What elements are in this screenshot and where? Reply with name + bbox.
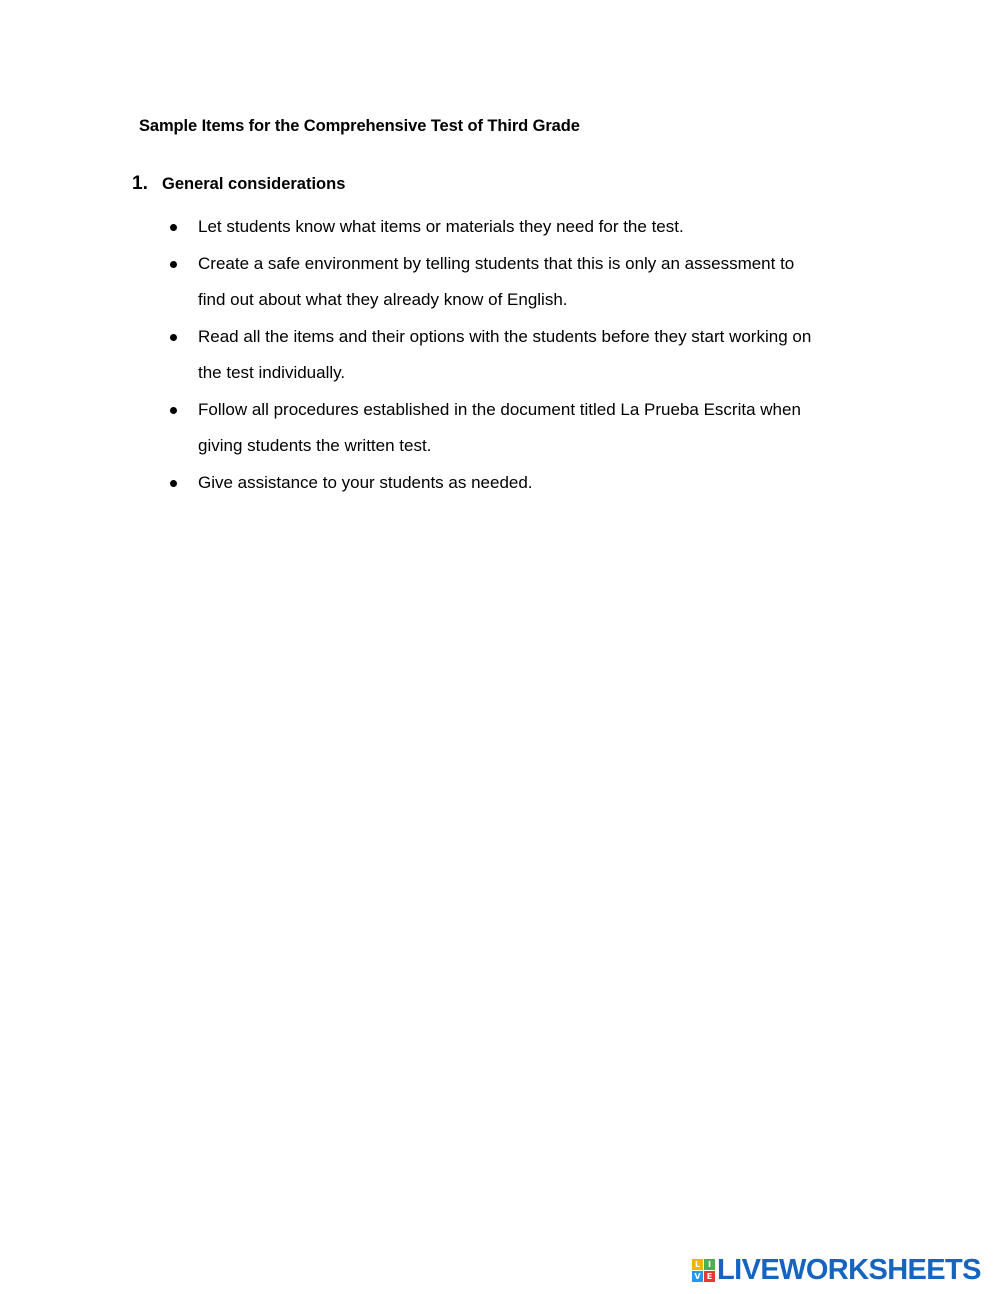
- logo-text: LIVEWORKSHEETS: [717, 1253, 981, 1286]
- bullet-icon: [170, 480, 177, 487]
- list-item-line: Let students know what items or materials they need for the test.: [198, 217, 684, 236]
- bullet-icon: [170, 224, 177, 231]
- document-title: Sample Items for the Comprehensive Test of Third Grade: [139, 117, 580, 135]
- list-item: [168, 465, 868, 502]
- section-heading: [132, 173, 345, 195]
- section-number: 1.: [132, 173, 148, 194]
- list-item-line: Read all the items and their options with the students before they start working on: [198, 326, 812, 346]
- logo-blocks-icon: [692, 1259, 715, 1282]
- logo-block: E: [704, 1271, 715, 1282]
- considerations-list: [168, 209, 868, 501]
- list-item-line: the test individually.: [198, 363, 346, 382]
- list-item-line: find out about what they already know of English.: [198, 290, 568, 309]
- list-item-line: Create a safe environment by telling students that this is only an assessment to: [198, 253, 795, 273]
- list-item-line: Follow all procedures established in the document titled La Prueba Escrita when: [198, 399, 801, 419]
- list-item: [168, 392, 868, 465]
- logo-block: L: [692, 1259, 703, 1270]
- list-item: [168, 209, 868, 246]
- list-item-line: Give assistance to your students as needed.: [198, 472, 533, 492]
- bullet-icon: [170, 334, 177, 341]
- liveworksheets-logo: [692, 1255, 981, 1285]
- list-item: [168, 319, 868, 392]
- section-title: General considerations: [162, 175, 346, 193]
- list-item-line: giving students the written test.: [198, 436, 432, 455]
- bullet-icon: [170, 407, 177, 414]
- logo-block: V: [692, 1271, 703, 1282]
- list-item: [168, 246, 868, 319]
- bullet-icon: [170, 261, 177, 268]
- logo-block: I: [704, 1259, 715, 1270]
